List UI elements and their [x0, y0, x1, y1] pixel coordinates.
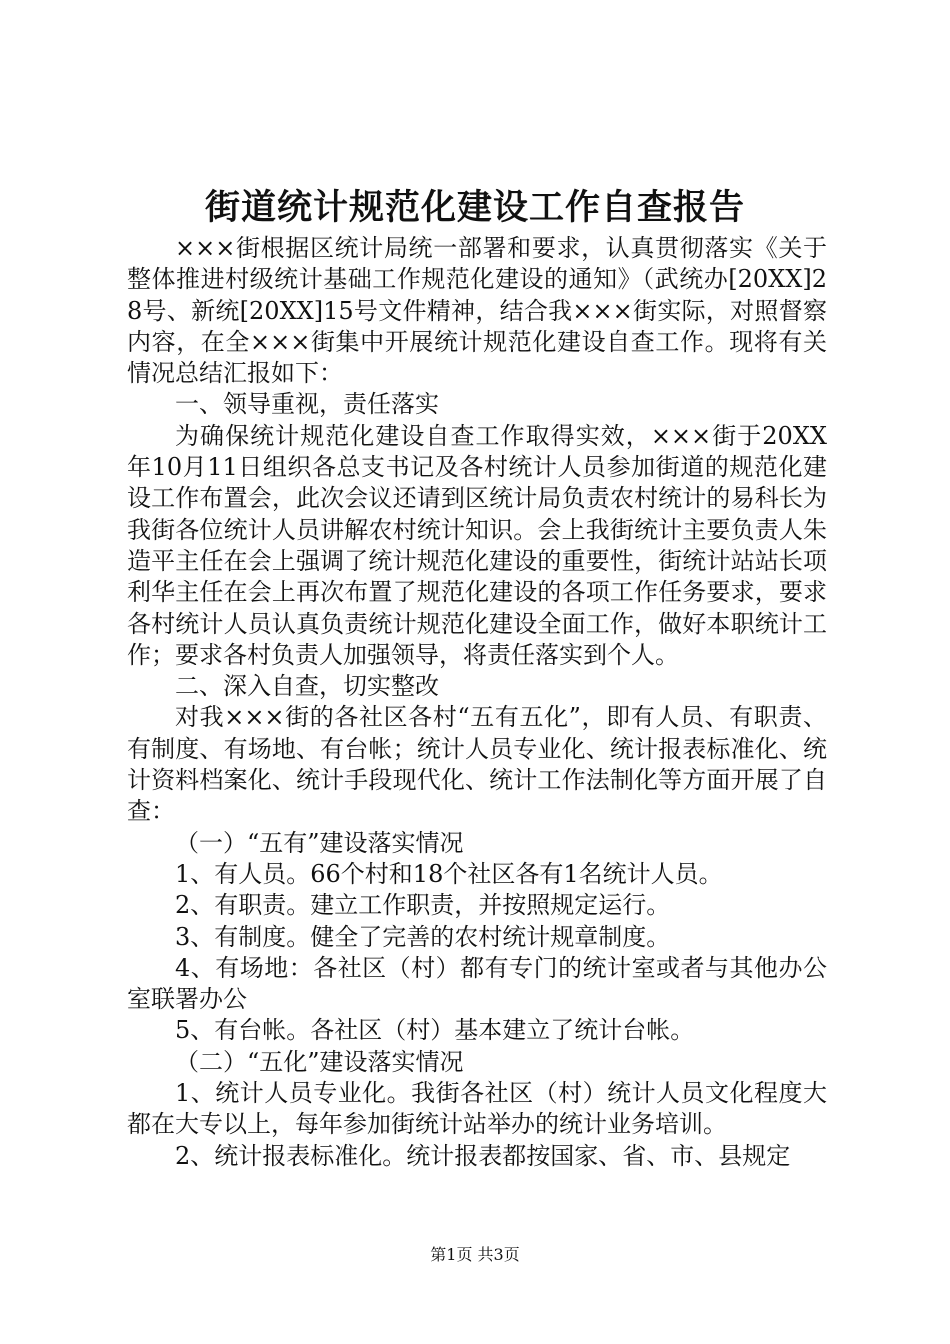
section-heading-2: 二、深入自查，切实整改 — [175, 672, 439, 701]
paragraph-self-check: 对我×××街的各社区各村“五有五化”，即有人员、有职责、有制度、有场地、有台帐；统计人员专业化、统计报表标准化、统计资料档案化、统计手段现代化、统计工作法制化等方面开展了自查： — [127, 703, 827, 826]
subsection-heading-five-haves: （一）“五有”建设落实情况 — [175, 828, 464, 857]
document-title: 街道统计规范化建设工作自查报告 — [204, 187, 745, 228]
list-item: 2、统计报表标准化。统计报表都按国家、省、市、县规定 — [175, 1141, 791, 1170]
page-number: 第1页 共3页 — [430, 1245, 520, 1264]
list-item: 1、统计人员专业化。我街各社区（村）统计人员文化程度大都在大专以上，每年参加街统计站举办的统计业务培训。 — [127, 1079, 827, 1139]
list-item: 1、有人员。66个村和18个社区各有1名统计人员。 — [175, 859, 723, 888]
subsection-heading-five-modernizations: （二）“五化”建设落实情况 — [175, 1047, 464, 1076]
list-item: 5、有台帐。各社区（村）基本建立了统计台帐。 — [175, 1016, 695, 1045]
list-item: 4、有场地：各社区（村）都有专门的统计室或者与其他办公室联署办公 — [127, 953, 827, 1014]
paragraph-intro: ×××街根据区统计局统一部署和要求，认真贯彻落实《关于整体推进村级统计基础工作规范化建设的通知》（武统办[20XX]28号、新统[20XX]15号文件精神，结合我×××街实际，对照督察内容，在全×××街集中开展统计规范化建设自查工作。现将有关情况总结汇报如下： — [127, 234, 827, 388]
section-heading-1: 一、领导重视，责任落实 — [175, 390, 439, 419]
paragraph-leadership: 为确保统计规范化建设自查工作取得实效，×××街于20XX年10月11日组织各总支书记及各村统计人员参加街道的规范化建设工作布置会，此次会议还请到区统计局负责农村统计的易科长为我街各位统计人员讲解农村统计知识。会上我街统计主要负责人朱造平主任在会上强调了统计规范化建设的重要性，街统计站站长项利华主任在会上再次布置了规范化建设的各项工作任务要求，要求各村统计人员认真负责统计规范化建设全面工作，做好本职统计工作；要求各村负责人加强领导，将责任落实到个人。 — [127, 421, 827, 669]
document-body — [127, 233, 827, 1172]
list-item: 2、有职责。建立工作职责，并按照规定运行。 — [175, 891, 671, 920]
list-item: 3、有制度。健全了完善的农村统计规章制度。 — [175, 922, 671, 951]
